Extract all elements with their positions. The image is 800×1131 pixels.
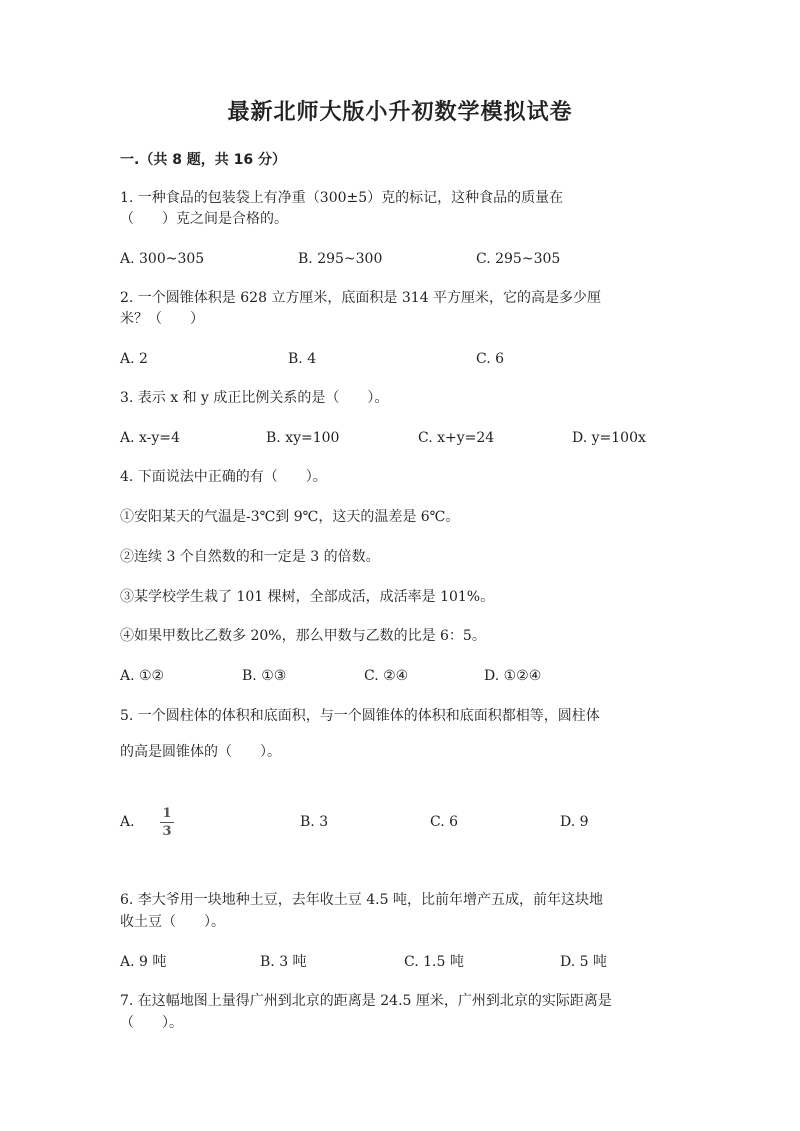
question-6-option-a: A. 9 吨 xyxy=(120,954,167,970)
fraction-bar xyxy=(160,822,174,823)
question-5-stem-line-1: 5. 一个圆柱体的体积和底面积，与一个圆锥体的体积和底面积都相等，圆柱体 xyxy=(120,708,600,724)
question-4-option-a: A. ①② xyxy=(120,668,165,684)
question-2-stem-line-1: 2. 一个圆锥体积是 628 立方厘米，底面积是 314 平方厘米，它的高是多少厘 xyxy=(120,290,602,306)
question-2-stem-line-2: 米？（ ） xyxy=(120,311,204,327)
question-2-option-a: A. 2 xyxy=(120,351,148,367)
question-1-stem-line-1: 1. 一种食品的包装袋上有净重（300±5）克的标记，这种食品的质量在 xyxy=(120,190,564,206)
question-1-option-b: B. 295~300 xyxy=(298,251,383,267)
question-4-option-b: B. ①③ xyxy=(242,668,287,684)
question-6-option-b: B. 3 吨 xyxy=(260,954,307,970)
question-6-option-d: D. 5 吨 xyxy=(560,954,607,970)
question-5-stem-line-2: 的高是圆锥体的（ ）。 xyxy=(120,744,281,760)
question-4-statement-1: ①安阳某天的气温是-3℃到 9℃，这天的温差是 6℃。 xyxy=(120,509,460,525)
question-3-option-c: C. x+y=24 xyxy=(418,430,495,446)
question-7-stem-line-2: （ ）。 xyxy=(120,1015,183,1031)
question-4-option-d: D. ①②④ xyxy=(484,668,542,684)
question-3-option-b: B. xy=100 xyxy=(266,430,340,446)
question-7-stem-line-1: 7. 在这幅地图上量得广州到北京的距离是 24.5 厘米，广州到北京的实际距离是 xyxy=(120,993,612,1009)
page-title: 最新北师大版小升初数学模拟试卷 xyxy=(227,100,573,125)
question-1-stem-line-2: （ ）克之间是合格的。 xyxy=(120,211,288,227)
question-6-stem-line-2: 收土豆（ ）。 xyxy=(120,914,225,930)
question-4-statement-4: ④如果甲数比乙数多 20%，那么甲数与乙数的比是 6：5。 xyxy=(120,628,486,644)
question-3-option-a: A. x-y=4 xyxy=(120,430,180,446)
question-5-option-b: B. 3 xyxy=(300,814,329,830)
question-1-option-c: C. 295~305 xyxy=(476,251,561,267)
fraction-denominator: 3 xyxy=(162,824,172,839)
question-3-stem: 3. 表示 x 和 y 成正比例关系的是（ ）。 xyxy=(120,390,389,406)
question-4-statement-3: ③某学校学生栽了 101 棵树，全部成活，成活率是 101%。 xyxy=(120,589,495,605)
question-5-option-d: D. 9 xyxy=(560,814,589,830)
question-4-option-c: C. ②④ xyxy=(364,668,409,684)
question-2-option-b: B. 4 xyxy=(288,351,317,367)
question-4-statement-2: ②连续 3 个自然数的和一定是 3 的倍数。 xyxy=(120,549,380,565)
question-3-option-d: D. y=100x xyxy=(572,430,646,446)
fraction-numerator: 1 xyxy=(162,806,172,821)
question-5-option-a-label: A. xyxy=(120,814,135,830)
question-5-option-a-fraction xyxy=(160,806,174,839)
question-5-option-c: C. 6 xyxy=(430,814,459,830)
question-6-option-c: C. 1.5 吨 xyxy=(404,954,464,970)
question-6-stem-line-1: 6. 李大爷用一块地种土豆，去年收土豆 4.5 吨，比前年增产五成，前年这块地 xyxy=(120,892,603,908)
question-2-option-c: C. 6 xyxy=(476,351,505,367)
question-4-stem: 4. 下面说法中正确的有（ ）。 xyxy=(120,469,327,485)
question-1-option-a: A. 300~305 xyxy=(120,251,205,267)
section-header: 一.（共 8 题，共 16 分） xyxy=(120,152,287,168)
